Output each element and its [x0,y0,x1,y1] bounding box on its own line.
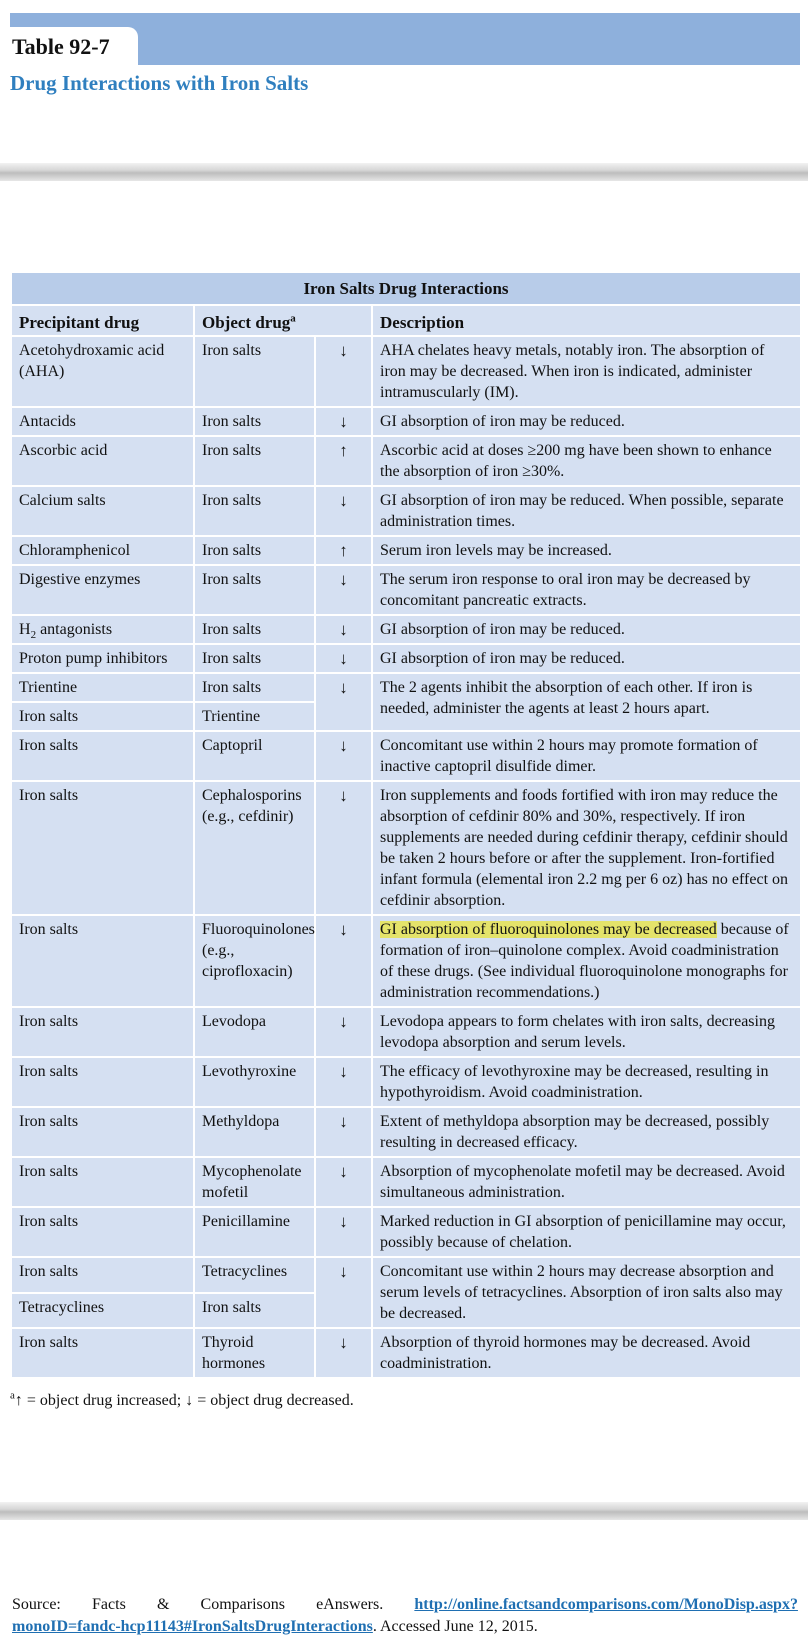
precipitant-cell: Iron salts [11,1057,194,1107]
column-header-object: Object drug$^a$ [194,305,372,336]
table-row [11,1057,801,1107]
object-cell: Mycophenolate mofetil [194,1157,315,1207]
object-cell: Iron salts [194,536,315,565]
precipitant-cell: Iron salts [11,1157,194,1207]
table-row [11,436,801,486]
effect-arrow-icon: ↑ [315,536,372,565]
precipitant-cell: Iron salts [11,1007,194,1057]
precipitant-cell: Antacids [11,407,194,436]
description-cell: GI absorption of fluoroquinolones may be decreased because of formation of iron–quinolone complex. Avoid coadministration of these drugs. (See individual fluoroquinolone monographs for administration recommendations.) [372,915,801,1007]
table-footnote: $^a$↑ = object drug increased; ↓ = object drug decreased. [10,1389,354,1409]
object-cell: Trientine [194,702,315,731]
description-cell: Concomitant use within 2 hours may promote formation of inactive captopril disulfide dimer. [372,731,801,781]
effect-arrow-icon: ↓ [315,407,372,436]
precipitant-cell: Iron salts [11,1107,194,1157]
description-cell: Serum iron levels may be increased. [372,536,801,565]
table-row [11,781,801,915]
table-row [11,1257,801,1293]
precipitant-cell: Ascorbic acid [11,436,194,486]
object-cell: Cephalosporins (e.g., cefdinir) [194,781,315,915]
source-citation: Source: Facts & Comparisons eAnswers. http://online.factsandcomparisons.com/MonoDisp.aspx? monoID=fandc-hcp11143#IronSaltsDrugInteractions. Accessed June 12, 2015. [12,1596,798,1635]
object-cell: Captopril [194,731,315,781]
table-row [11,486,801,536]
object-cell: Thyroid hormones [194,1328,315,1378]
object-cell: Levodopa [194,1007,315,1057]
effect-arrow-icon: ↓ [315,486,372,536]
table-row [11,644,801,673]
table-row [11,1328,801,1378]
description-cell: The serum iron response to oral iron may be decreased by concomitant pancreatic extracts. [372,565,801,615]
object-cell: Iron salts [194,615,315,644]
description-cell: Absorption of mycophenolate mofetil may be decreased. Avoid simultaneous administration. [372,1157,801,1207]
object-cell: Iron salts [194,436,315,486]
precipitant-cell: Proton pump inhibitors [11,644,194,673]
table-row [11,407,801,436]
effect-arrow-icon: ↓ [315,1157,372,1207]
effect-arrow-icon: ↓ [315,673,372,731]
precipitant-cell: Calcium salts [11,486,194,536]
object-cell: Levothyroxine [194,1057,315,1107]
object-cell: Fluoroquinolones (e.g., ciprofloxacin) [194,915,315,1007]
table-row [11,673,801,702]
effect-arrow-icon: ↓ [315,1257,372,1328]
effect-arrow-icon: ↓ [315,915,372,1007]
object-cell: Penicillamine [194,1207,315,1257]
table-caption: Iron Salts Drug Interactions [11,272,801,305]
precipitant-cell: Iron salts [11,781,194,915]
table-row [11,731,801,781]
precipitant-cell: Digestive enzymes [11,565,194,615]
description-cell: The efficacy of levothyroxine may be decreased, resulting in hypothyroidism. Avoid coadministration. [372,1057,801,1107]
footnote-marker: a [290,312,296,325]
highlighted-text: GI absorption of fluoroquinolones may be decreased [380,921,717,938]
description-cell: Iron supplements and foods fortified with iron may reduce the absorption of cefdinir 80% and 30%, respectively. If iron supplements are needed during cefdinir therapy, cefdinir should be taken 2 hours before or after the supplement. Iron-fortified infant formula (elemental iron 2.2 mg per 6 oz) has no effect on cefdinir absorption. [372,781,801,915]
table-row [11,615,801,644]
description-cell: GI absorption of iron may be reduced. When possible, separate administration times. [372,486,801,536]
effect-arrow-icon: ↓ [315,1328,372,1378]
effect-arrow-icon: ↓ [315,615,372,644]
precipitant-cell: Trientine [11,673,194,702]
precipitant-cell: Iron salts [11,915,194,1007]
precipitant-cell: Iron salts [11,1257,194,1293]
object-cell: Iron salts [194,673,315,702]
description-cell: AHA chelates heavy metals, notably iron. The absorption of iron may be decreased. When iron is indicated, administer intramuscularly (IM). [372,336,801,407]
table-row [11,536,801,565]
divider-bottom [0,1502,808,1520]
object-cell: Iron salts [194,1293,315,1329]
table-row [11,1007,801,1057]
table-title: Drug Interactions with Iron Salts [10,71,309,95]
table-row [11,1207,801,1257]
precipitant-cell: $H_2$ antagonists [11,615,194,644]
description-cell: Ascorbic acid at doses ≥200 mg have been shown to enhance the absorption of iron ≥30%. [372,436,801,486]
object-cell: Methyldopa [194,1107,315,1157]
source-link-continued[interactable]: monoID=fandc-hcp11143#IronSaltsDrugInteractions [12,1618,373,1635]
effect-arrow-icon: ↓ [315,731,372,781]
precipitant-cell: Acetohydroxamic acid (AHA) [11,336,194,407]
precipitant-cell: Iron salts [11,1328,194,1378]
description-cell: Marked reduction in GI absorption of penicillamine may occur, possibly because of chelation. [372,1207,801,1257]
description-cell: Levodopa appears to form chelates with iron salts, decreasing levodopa absorption and serum levels. [372,1007,801,1057]
effect-arrow-icon: ↑ [315,436,372,486]
interactions-table [10,271,802,1379]
effect-arrow-icon: ↓ [315,781,372,915]
description-cell: Concomitant use within 2 hours may decrease absorption and serum levels of tetracyclines. Absorption of iron salts also may be decreased. [372,1257,801,1328]
effect-arrow-icon: ↓ [315,1107,372,1157]
description-cell: Extent of methyldopa absorption may be decreased, possibly resulting in decreased efficacy. [372,1107,801,1157]
table-row [11,565,801,615]
object-cell: Iron salts [194,644,315,673]
object-cell: Iron salts [194,336,315,407]
table-number: Table 92-7 [12,34,110,59]
source-link[interactable]: http://online.factsandcomparisons.com/MonoDisp.aspx? [414,1596,798,1613]
effect-arrow-icon: ↓ [315,1207,372,1257]
precipitant-cell: Iron salts [11,1207,194,1257]
object-cell: Tetracyclines [194,1257,315,1293]
divider-top [0,163,808,181]
object-cell: Iron salts [194,565,315,615]
table-row [11,1157,801,1207]
table-row [11,1107,801,1157]
description-cell: The 2 agents inhibit the absorption of each other. If iron is needed, administer the agents at least 2 hours apart. [372,673,801,731]
column-header-precipitant: Precipitant drug [11,305,194,336]
description-cell: Absorption of thyroid hormones may be decreased. Avoid coadministration. [372,1328,801,1378]
precipitant-cell: Tetracyclines [11,1293,194,1329]
table-row [11,336,801,407]
effect-arrow-icon: ↓ [315,1057,372,1107]
effect-arrow-icon: ↓ [315,336,372,407]
effect-arrow-icon: ↓ [315,565,372,615]
table-row [11,915,801,1007]
description-cell: GI absorption of iron may be reduced. [372,615,801,644]
precipitant-cell: Iron salts [11,702,194,731]
object-cell: Iron salts [194,407,315,436]
object-cell: Iron salts [194,486,315,536]
precipitant-cell: Iron salts [11,731,194,781]
description-cell: GI absorption of iron may be reduced. [372,644,801,673]
effect-arrow-icon: ↓ [315,1007,372,1057]
effect-arrow-icon: ↓ [315,644,372,673]
precipitant-cell: Chloramphenicol [11,536,194,565]
column-header-description: Description [372,305,801,336]
description-cell: GI absorption of iron may be reduced. [372,407,801,436]
